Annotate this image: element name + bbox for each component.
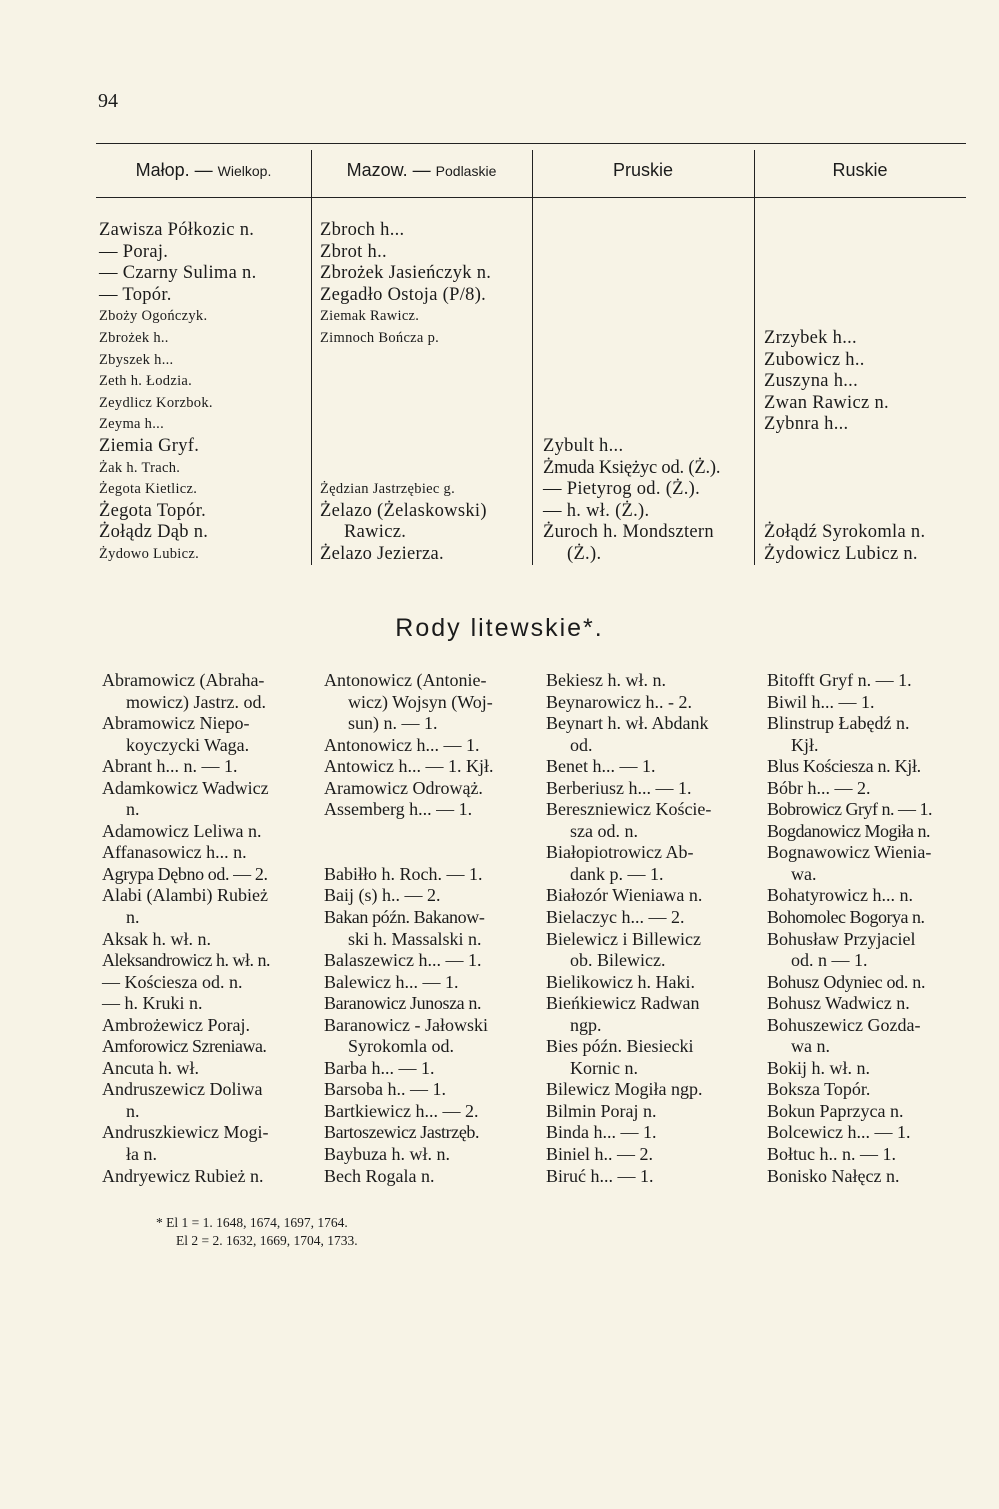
list-item: Andryewicz Rubież n. (102, 1165, 264, 1186)
list-item: Antonowicz (Antonie- (324, 670, 487, 690)
list-item: Zybult h... (543, 435, 624, 456)
header-pruskie (532, 160, 754, 200)
list-item: Żelazo (Żelaskowski) (320, 500, 487, 521)
footnote (156, 1214, 358, 1250)
list-item: Abramowicz Niepo- (102, 713, 250, 734)
list-item: Bohusz Odyniec od. n. (767, 971, 926, 992)
list-item: Bokun Paprzyca n. (767, 1100, 904, 1121)
list-item: Bech Rogala n. (324, 1165, 435, 1186)
list-item: mowicz) Jastrz. od. (126, 691, 266, 712)
list-item: Zeth h. Łodzia. (99, 373, 193, 390)
table-column-pruskie (543, 220, 720, 566)
list-item: Bołtuc h.. n. — 1. (767, 1144, 896, 1165)
list-item: Berberiusz h... — 1. (546, 777, 692, 798)
list-item: Bohusław Przyjaciel (767, 928, 916, 949)
list-item: Żegota Topór. (99, 500, 207, 521)
list-item: Żędzian Jastrzębiec g. (320, 481, 456, 498)
lit-column-4 (767, 670, 932, 1187)
list-item: ski h. Massalski n. (348, 928, 482, 949)
list-item: ła n. (126, 1144, 157, 1165)
list-item: Żołądź Syrokomla n. (764, 522, 926, 543)
list-item: Żołądz Dąb n. (99, 522, 209, 543)
list-item: Antowicz h... — 1. Kjł. (324, 756, 494, 777)
list-item: Zbroch h... (320, 220, 405, 240)
lit-column-2 (324, 670, 493, 1187)
list-item: Zrzybek h... (764, 327, 857, 348)
list-item: Adamkowicz Wadwicz (102, 777, 269, 798)
list-item: Baranowicz - Jałowski (324, 1014, 488, 1035)
list-item: Adamowicz Leliwa n. (102, 820, 262, 841)
list-item: Żydowicz Lubicz n. (764, 543, 918, 564)
list-item: Beynart h. wł. Abdank (546, 713, 709, 734)
list-item: Bielewicz i Billewicz (546, 928, 701, 949)
list-item: koyczycki Waga. (126, 734, 250, 755)
list-item: Zbyszek h... (99, 351, 174, 368)
list-item: Bohusz Wadwicz n. (767, 993, 910, 1014)
list-item: Ancuta h. wł. (102, 1057, 199, 1078)
list-item: n. (126, 799, 140, 820)
list-item: (Ż.). (567, 543, 602, 564)
table-top-rule (96, 143, 966, 144)
list-item: od. n — 1. (791, 950, 868, 971)
list-item: Bobrowicz Gryf n. — 1. (767, 799, 932, 820)
list-item: Boksza Topór. (767, 1079, 871, 1100)
list-item: Bartoszewicz Jastrzęb. (324, 1122, 480, 1143)
table-column-malop (99, 220, 257, 566)
list-item: Abrant h... n. — 1. (102, 756, 238, 777)
list-item: Agrypa Dębno od. — 2. (102, 863, 268, 884)
list-item: — Kościesza od. n. (102, 971, 243, 992)
list-item: Bohomolec Bogorya n. (767, 907, 925, 928)
list-item: Baybuza h. wł. n. (324, 1144, 450, 1165)
header-main: Ruskie (832, 160, 888, 180)
list-item: Biwil h... — 1. (767, 691, 875, 712)
list-item: Żak h. Trach. (99, 459, 181, 476)
list-item: Bilmin Poraj n. (546, 1100, 657, 1121)
list-item: Balewicz h... — 1. (324, 971, 459, 992)
lit-column-1 (102, 670, 270, 1187)
list-item: Bitofft Gryf n. — 1. (767, 670, 912, 690)
list-item: Bereszniewicz Koście- (546, 799, 712, 820)
list-item: Bakan późn. Bakanow- (324, 907, 485, 928)
list-item: Zeyma h... (99, 416, 165, 433)
list-item: Balaszewicz h... — 1. (324, 950, 482, 971)
list-item: wa. (791, 863, 817, 884)
list-item: wicz) Wojsyn (Woj- (348, 691, 493, 712)
list-item: — h. Kruki n. (102, 993, 203, 1014)
list-item: Amforowicz Szreniawa. (102, 1036, 267, 1057)
list-item: — Poraj. (99, 241, 169, 262)
list-item: sza od. n. (570, 820, 638, 841)
list-item: Ambrożewicz Poraj. (102, 1014, 250, 1035)
list-item: Blus Kościesza n. Kjł. (767, 756, 921, 777)
table-column-ruskie (764, 220, 925, 566)
list-item: Zbrot h.. (320, 241, 387, 262)
list-item: Kjł. (791, 734, 819, 755)
list-item: Aksak h. wł. n. (102, 928, 211, 949)
list-item: Bohatyrowicz h... n. (767, 885, 913, 906)
header-ruskie (754, 160, 966, 200)
header-sub: Wielkop. (217, 163, 272, 179)
list-item: Baranowicz Junosza n. (324, 993, 482, 1014)
list-item: Żegota Kietlicz. (99, 481, 198, 498)
list-item: Zeydlicz Korzbok. (99, 394, 213, 411)
list-item: — h. wł. (Ż.). (543, 500, 650, 521)
column-divider (754, 150, 755, 565)
header-main: Mazow. — (346, 160, 436, 180)
list-item: Zuszyna h... (764, 371, 859, 392)
list-item: dank p. — 1. (570, 863, 664, 884)
list-item: Affanasowicz h... n. (102, 842, 247, 863)
list-item: Assemberg h... — 1. (324, 799, 473, 820)
list-item: — Topór. (99, 284, 172, 305)
list-item: Bonisko Nałęcz n. (767, 1165, 900, 1186)
list-item: Aramowicz Odrowąż. (324, 777, 483, 798)
list-item: Rawicz. (344, 522, 407, 543)
list-item: Aleksandrowicz h. wł. n. (102, 950, 270, 971)
list-item: Zimnoch Bończa p. (320, 329, 440, 346)
list-item: Zboży Ogończyk. (99, 308, 208, 325)
list-item: ob. Bilewicz. (570, 950, 666, 971)
list-item: Ziemak Rawicz. (320, 308, 420, 325)
list-item: Syrokomla od. (348, 1036, 454, 1057)
list-item: Bies późn. Biesiecki (546, 1036, 694, 1057)
table-column-mazow (320, 220, 491, 566)
list-item: Babiłło h. Roch. — 1. (324, 863, 483, 884)
header-malop-wielkop (96, 160, 311, 200)
header-main: Małop. — (135, 160, 218, 180)
list-item: Bóbr h... — 2. (767, 777, 871, 798)
list-item: — Czarny Sulima n. (99, 263, 257, 284)
list-item: Bartkiewicz h... — 2. (324, 1100, 479, 1121)
list-item: Zbrożek Jasieńczyk n. (320, 263, 492, 284)
list-item: Blinstrup Łabędź n. (767, 713, 910, 734)
list-item: Zwan Rawicz n. (764, 392, 889, 413)
footnote-line: El 2 = 2. 1632, 1669, 1704, 1733. (176, 1233, 358, 1248)
list-item: Bogdanowicz Mogiła n. (767, 820, 930, 841)
list-item: — Pietyrog od. (Ż.). (543, 479, 701, 500)
column-divider (311, 150, 312, 565)
list-item: Bieńkiewicz Radwan (546, 993, 700, 1014)
list-item: Bielikowicz h. Haki. (546, 971, 695, 992)
list-item: Alabi (Alambi) Rubież (102, 885, 268, 906)
header-main: Pruskie (612, 160, 674, 180)
list-item: Ziemia Gryf. (99, 435, 200, 456)
list-item: ngp. (570, 1014, 602, 1035)
list-item: Żelazo Jezierza. (320, 543, 444, 564)
list-item: Zubowicz h.. (764, 349, 865, 370)
list-item: Andruszkiewicz Mogi- (102, 1122, 269, 1143)
list-item: Kornic n. (570, 1057, 638, 1078)
list-item: Biniel h.. — 2. (546, 1144, 653, 1165)
list-item: Bielaczyc h... — 2. (546, 907, 685, 928)
list-item: Bekiesz h. wł. n. (546, 670, 666, 690)
list-item: Beynarowicz h.. - 2. (546, 691, 692, 712)
list-item: n. (126, 1100, 140, 1121)
list-item: Zbrożek h.. (99, 329, 169, 346)
lit-column-3 (546, 670, 711, 1187)
list-item: Bolcewicz h... — 1. (767, 1122, 911, 1143)
list-item: Bokij h. wł. n. (767, 1057, 871, 1078)
page-number: 94 (98, 90, 118, 112)
list-item: Zawisza Półkozic n. (99, 220, 255, 240)
list-item: Bilewicz Mogiła ngp. (546, 1079, 703, 1100)
list-item: Binda h... — 1. (546, 1122, 657, 1143)
list-item: Białozór Wieniawa n. (546, 885, 703, 906)
list-item: Białopiotrowicz Ab- (546, 842, 694, 863)
list-item: Baij (s) h.. — 2. (324, 885, 441, 906)
list-item: Bohuszewicz Gozda- (767, 1014, 921, 1035)
list-item: Bognawowicz Wienia- (767, 842, 932, 863)
list-item: Barsoba h.. — 1. (324, 1079, 446, 1100)
list-item: Antonowicz h... — 1. (324, 734, 480, 755)
list-item: Andruszewicz Doliwa (102, 1079, 263, 1100)
list-item: Zegadło Ostoja (P/8). (320, 284, 487, 305)
footnote-line: * El 1 = 1. 1648, 1674, 1697, 1764. (156, 1215, 348, 1230)
list-item: Żmuda Księżyc od. (Ż.). (543, 457, 721, 478)
header-sub: Podlaskie (435, 163, 497, 179)
list-item: n. (126, 907, 140, 928)
section-title: Rody litewskie*. (395, 614, 604, 642)
column-divider (532, 150, 533, 565)
list-item: Żuroch h. Mondsztern (543, 522, 714, 543)
list-item: sun) n. — 1. (348, 713, 438, 734)
list-item: wa n. (791, 1036, 830, 1057)
list-item: Żydowo Lubicz. (99, 545, 200, 562)
list-item: Zybnra h... (764, 414, 849, 435)
list-item: Benet h... — 1. (546, 756, 656, 777)
list-item: Biruć h... — 1. (546, 1165, 654, 1186)
list-item: Barba h... — 1. (324, 1057, 435, 1078)
list-item: Abramowicz (Abraha- (102, 670, 265, 690)
header-mazow-podlaskie (311, 160, 532, 200)
list-item: od. (570, 734, 593, 755)
